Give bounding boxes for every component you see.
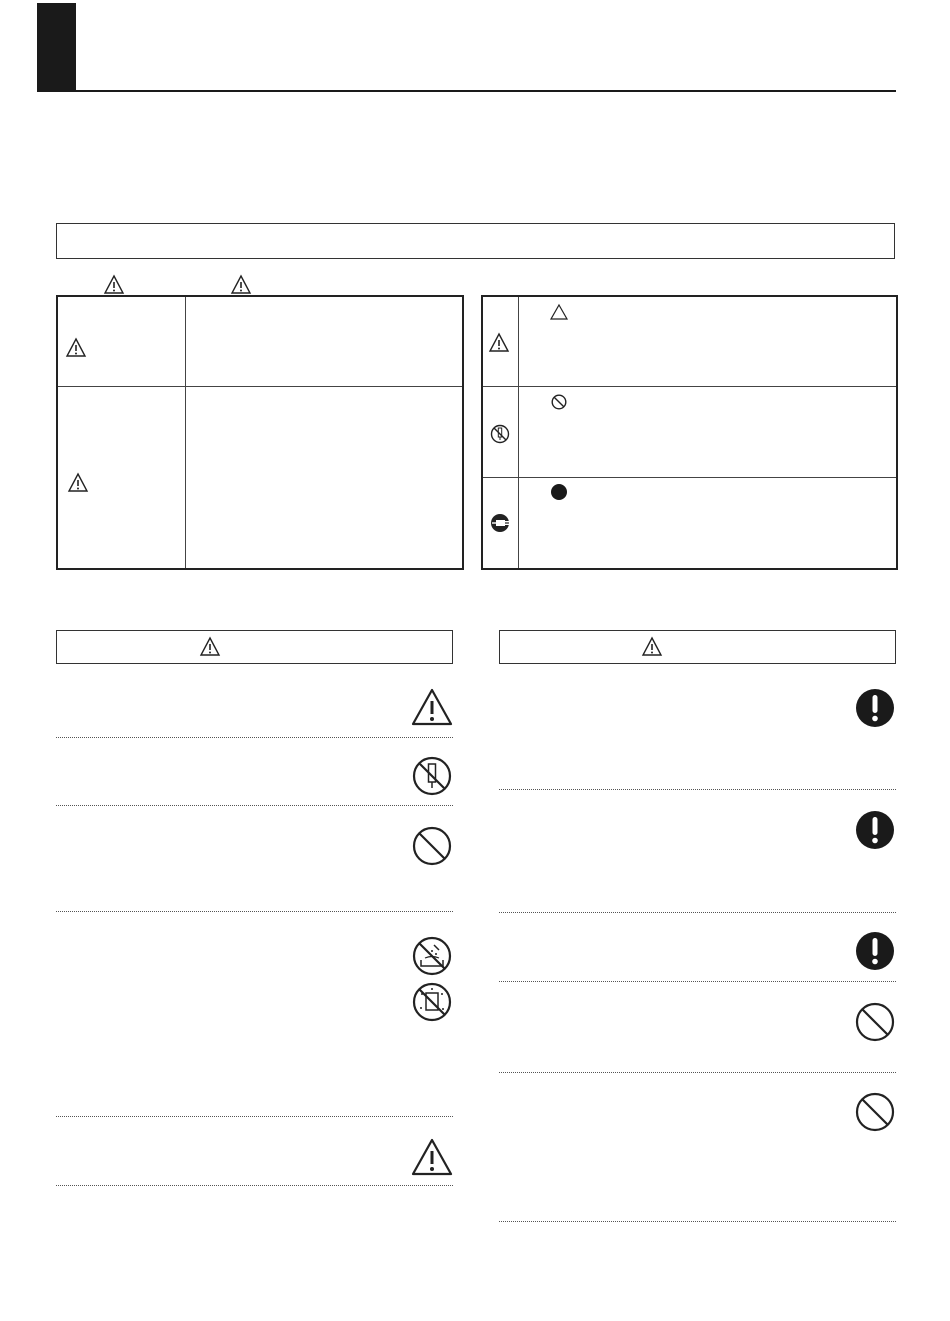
no-moisture-icon [412, 982, 452, 1022]
item-separator [499, 981, 896, 982]
symbol-legend-table [481, 295, 898, 570]
header-rule [37, 90, 896, 92]
usage-banner [56, 223, 895, 259]
warning-triangle-icon [642, 637, 662, 656]
item-separator [56, 805, 453, 806]
prohibition-circle-icon [855, 1002, 895, 1042]
warning-triangle-icon [68, 473, 88, 492]
exclamation-circle-icon [855, 931, 895, 971]
item-separator [499, 1221, 896, 1222]
prohibition-circle-icon [412, 826, 452, 866]
item-separator [56, 911, 453, 912]
warning-triangle-icon [104, 275, 124, 294]
prohibition-circle-icon [551, 394, 567, 410]
warning-triangle-icon [231, 275, 251, 294]
warning-triangle-icon [411, 1138, 453, 1176]
no-disassemble-icon [490, 424, 510, 444]
no-water-icon [412, 936, 452, 976]
item-separator [56, 737, 453, 738]
item-separator [56, 1185, 453, 1186]
warning-triangle-icon [489, 333, 509, 352]
warning-triangle-icon [200, 637, 220, 656]
no-disassemble-icon [412, 756, 452, 796]
warning-triangle-icon [66, 338, 86, 357]
item-separator [499, 912, 896, 913]
unplug-icon [490, 513, 512, 533]
warning-triangle-icon [411, 688, 453, 726]
warning-level-table [56, 295, 464, 570]
item-separator [56, 1116, 453, 1117]
warning-section-header [499, 630, 896, 664]
caution-triangle-symbol-icon [550, 304, 568, 320]
warning-section-header [56, 630, 453, 664]
table-divider [483, 477, 896, 478]
item-separator [499, 789, 896, 790]
item-separator [499, 1072, 896, 1073]
table-divider [518, 297, 519, 568]
table-divider [58, 386, 462, 387]
exclamation-circle-icon [855, 810, 895, 850]
mandatory-filled-circle-icon [550, 483, 568, 501]
chapter-tab [37, 3, 76, 91]
table-divider [483, 386, 896, 387]
exclamation-circle-icon [855, 688, 895, 728]
table-divider [185, 297, 186, 568]
prohibition-circle-icon [855, 1092, 895, 1132]
